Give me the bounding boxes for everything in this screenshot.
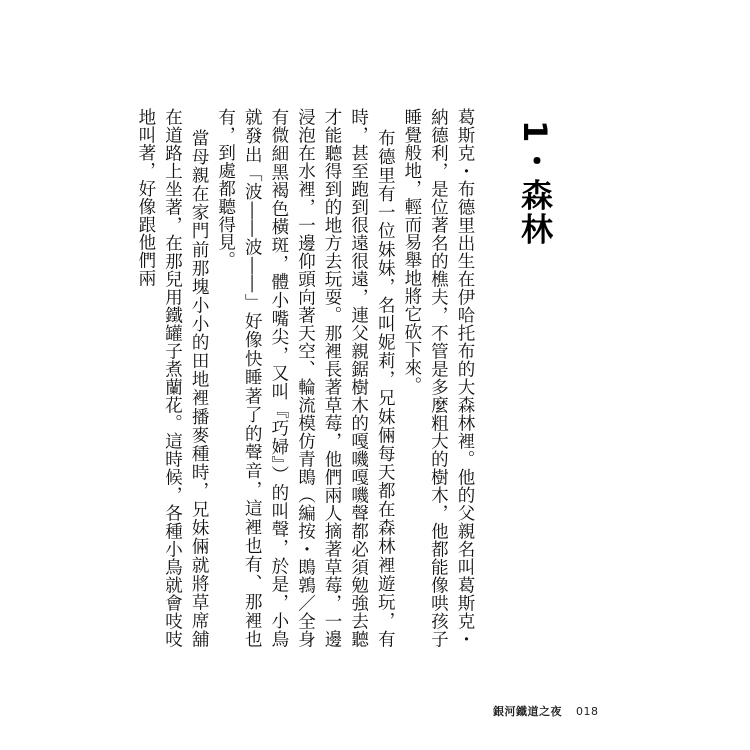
- chapter-title: 1・森林: [516, 120, 554, 247]
- body-text: [132, 108, 478, 648]
- running-book-title: 銀河鐵道之夜: [493, 705, 562, 718]
- page-footer: [493, 702, 599, 720]
- paragraph-3: 當母親在家門前那塊小小的田地裡播麥種時，兄妹倆就將草席舖在道路上坐著，在那兒用鐵罐子煮蘭花。這時候，各種小鳥就會吱吱地叫著，好像跟他們兩: [135, 108, 210, 648]
- paragraph-1: 葛斯克・布德里出生在伊哈托布的大森林裡。他的父親名叫葛斯克・納德利，是位著名的樵夫，不管是多麼粗大的樹木，他都能像哄孩子睡覺般地，輕而易舉地將它砍下來。: [401, 108, 475, 648]
- paragraph-2: 布德里有一位妹妹，名叫妮莉，兄妹倆每天都在森林裡遊玩，有時，甚至跑到很遠很遠，連父親鋸樹木的嘎嘰嘎嘰聲都必須勉強去聽才能聽得到的地方去玩耍。那裡長著草莓，他們兩人摘著草莓，一邊浸泡在水裡，一邊仰頭向著天空、輪流模仿青鵖（編按・鵖鶉／全身有微細黑褐色橫斑，體小嘴尖，又叫『巧婦』）的叫聲，於是，小鳥就發出「波――波――」好像快睡著了的聲音，這裡也有、那裡也有，到處都聽得見。: [215, 108, 396, 648]
- page-number: 018: [576, 704, 599, 718]
